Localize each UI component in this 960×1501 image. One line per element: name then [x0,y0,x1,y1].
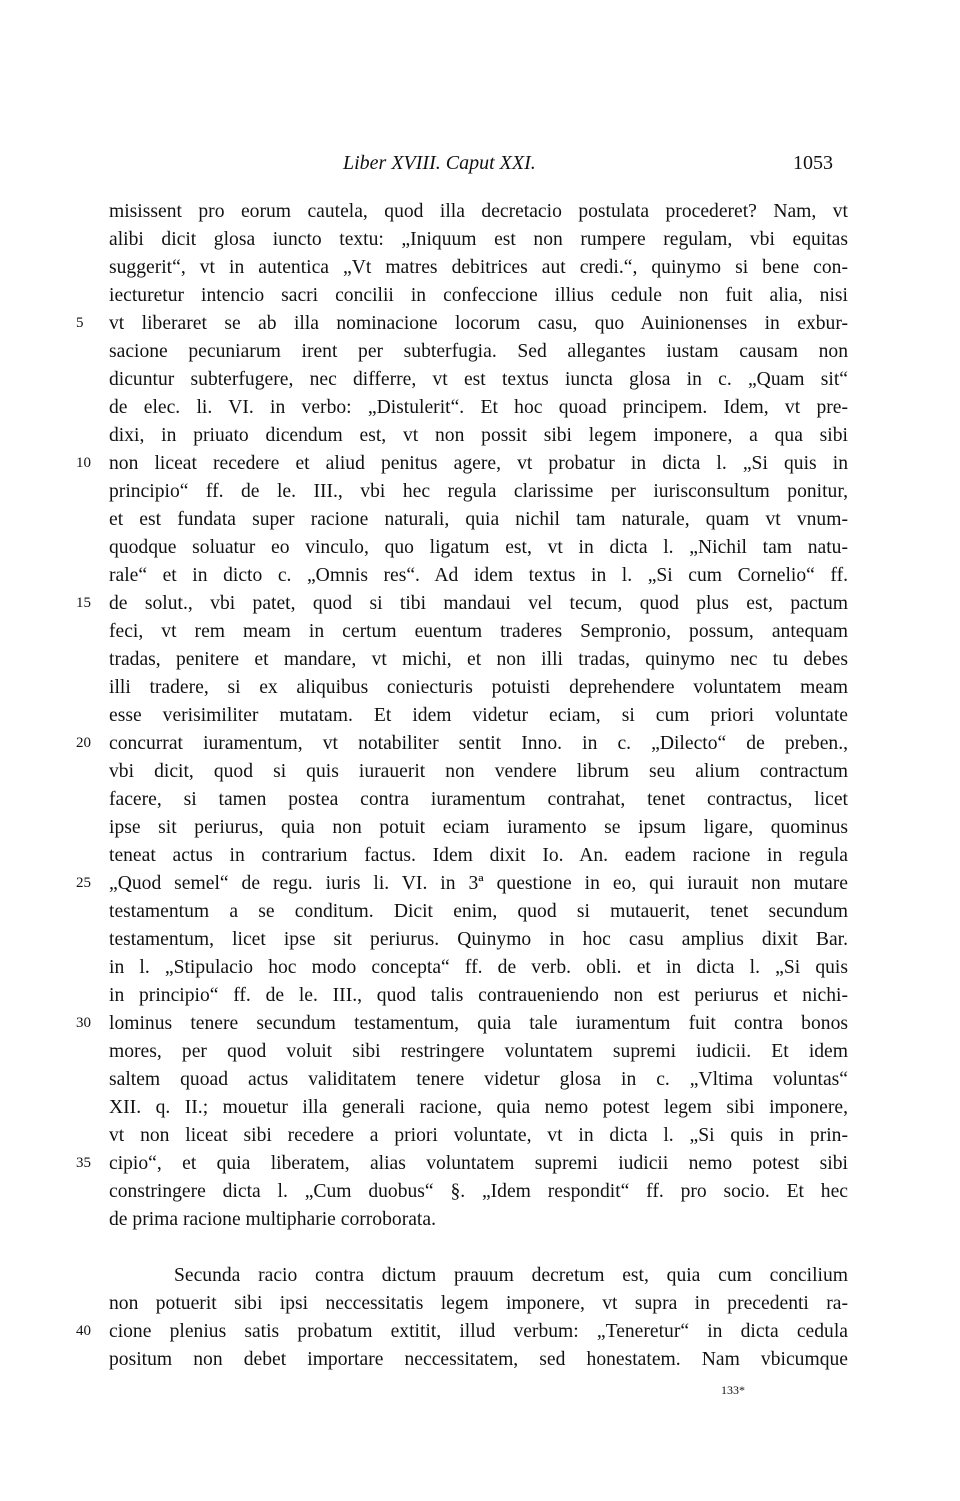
text-line: et est fundata super racione naturali, quia nichil tam naturale, quam vt vnum- [109,509,848,530]
line-number: 20 [76,735,91,751]
text-line: testamentum a se conditum. Dicit enim, quod si mutauerit, tenet secundum [109,901,848,922]
text-line: quodque soluatur eo vinculo, quo ligatum est, vt in dicta l. „Nichil tam natu- [109,537,848,558]
text-line: dicuntur subterfugere, nec differre, vt est textus iuncta glosa in c. „Quam sit“ [109,369,848,390]
text-line: de elec. li. VI. in verbo: „Distulerit“. Et hoc quoad principem. Idem, vt pre- [109,397,848,418]
page-number: 1053 [793,152,833,174]
signature-mark: 133* [721,1383,745,1397]
text-line: principio“ ff. de le. III., vbi hec regula clarissime per iurisconsultum ponitur, [109,481,848,502]
line-number: 40 [76,1323,91,1339]
line-number: 15 [76,595,91,611]
text-line: testamentum, licet ipse sit periurus. Quinymo in hoc casu amplius dixit Bar. [109,929,848,950]
text-line: de solut., vbi patet, quod si tibi mandaui vel tecum, quod plus est, pactum [109,593,848,614]
line-number: 5 [76,315,84,331]
line-number: 35 [76,1155,91,1171]
text-line: concurrat iuramentum, vt notabiliter sentit Inno. in c. „Dilecto“ de preben., [109,733,848,754]
text-line: esse verisimiliter mutatam. Et idem videtur eciam, si cum priori voluntate [109,705,848,726]
line-number: 30 [76,1015,91,1031]
text-line: lominus tenere secundum testamentum, quia tale iuramentum fuit contra bonos [109,1013,848,1034]
line-number: 25 [76,875,91,891]
line-number: 10 [76,455,91,471]
text-line: constringere dicta l. „Cum duobus“ §. „Idem respondit“ ff. pro socio. Et hec [109,1181,848,1202]
text-line: dixi, in priuato dicendum est, vt non possit sibi legem imponere, a qua sibi [109,425,848,446]
text-line: vt non liceat sibi recedere a priori voluntate, vt in dicta l. „Si quis in prin- [109,1125,848,1146]
text-line: misissent pro eorum cautela, quod illa decretacio postulata procederet? Nam, vt [109,201,848,222]
text-line: mores, per quod voluit sibi restringere voluntatem supremi iudicii. Et idem [109,1041,848,1062]
text-line: de prima racione multipharie corroborata. [109,1209,436,1230]
text-line: illi tradere, si ex aliquibus coniecturis potuisti deprehendere voluntatem meam [109,677,848,698]
text-line: ipse sit periurus, quia non potuit eciam iuramento se ipsum ligare, quominus [109,817,848,838]
text-line: feci, vt rem meam in certum euentum traderes Sempronio, possum, antequam [109,621,848,642]
text-line: cione plenius satis probatum extitit, illud verbum: „Teneretur“ in dicta cedula [109,1321,848,1342]
text-line: facere, si tamen postea contra iuramentum contrahat, tenet contractus, licet [109,789,848,810]
text-line: rale“ et in dicto c. „Omnis res“. Ad idem textus in l. „Si cum Cornelio“ ff. [109,565,848,586]
text-line: suggerit“, vt in autentica „Vt matres debitrices aut credi.“, quinymo si bene con- [109,257,848,278]
text-line: vt liberaret se ab illa nominacione locorum casu, quo Auinionenses in exbur- [109,313,848,334]
text-line: non liceat recedere et aliud penitus agere, vt probatur in dicta l. „Si quis in [109,453,848,474]
text-line: cipio“, et quia liberatem, alias voluntatem supremi iudicii nemo potest sibi [109,1153,848,1174]
text-line: non potuerit sibi ipsi neccessitatis legem imponere, vt supra in precedenti ra- [109,1293,848,1314]
text-line: XII. q. II.; mouetur illa generali racione, quia nemo potest legem sibi imponere, [109,1097,848,1118]
text-line: teneat actus in contrarium factus. Idem dixit Io. An. eadem racione in regula [109,845,848,866]
text-line: sacione pecuniarum irent per subterfugia. Sed allegantes iustam causam non [109,341,848,362]
running-title: Liber XVIII. Caput XXI. [343,152,536,174]
text-line: in l. „Stipulacio hoc modo concepta“ ff. de verb. obli. et in dicta l. „Si quis [109,957,848,978]
page-header [0,152,960,178]
text-line: vbi dicit, quod si quis iurauerit non vendere librum seu alium contractum [109,761,848,782]
text-line: positum non debet importare neccessitatem, sed honestatem. Nam vbicumque [109,1349,848,1370]
text-line: in principio“ ff. de le. III., quod talis contraueniendo non est periurus et nichi- [109,985,848,1006]
text-line: alibi dicit glosa iuncto textu: „Iniquum est non rumpere regulam, vbi equitas [109,229,848,250]
text-line: tradas, penitere et mandare, vt michi, et non illi tradas, quinymo nec tu debes [109,649,848,670]
text-line: Secunda racio contra dictum prauum decretum est, quia cum concilium [174,1265,848,1286]
text-line: saltem quoad actus validitatem tenere videtur glosa in c. „Vltima voluntas“ [109,1069,848,1090]
text-line: iecturetur intencio sacri concilii in confeccione illius cedule non fuit alia, nisi [109,285,848,306]
text-line: „Quod semel“ de regu. iuris li. VI. in 3ª questione in eo, qui iurauit non mutare [109,873,848,894]
